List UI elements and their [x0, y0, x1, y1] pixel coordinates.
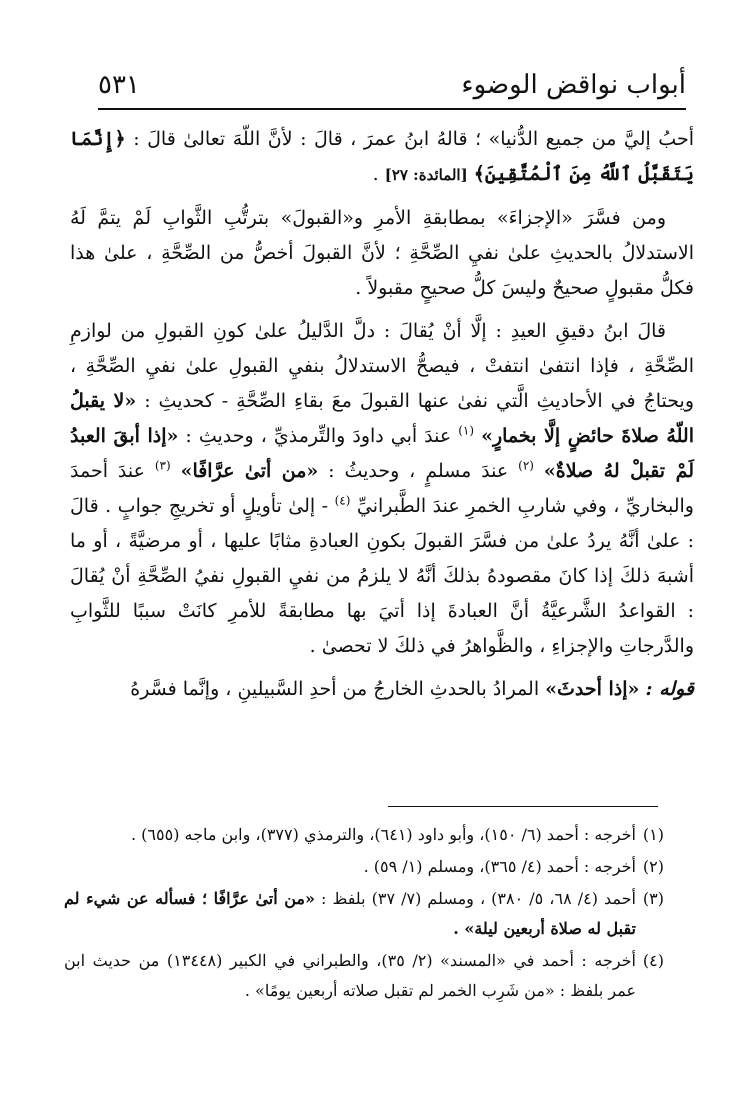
quran-verse: ﴿إِنَّمَا يَتَقَبَّلُ ٱللَّهُ مِنَ ٱلْمُتَّقِينَ﴾ [70, 128, 694, 185]
footnote-separator [388, 806, 658, 807]
text-run: المرادُ بالحدثِ الخارجُ من أحدِ السَّبيلينِ ، وإنَّما فسَّرهُ [130, 678, 540, 700]
main-text [70, 122, 694, 715]
paragraph: ومن فسَّرَ «الإجزاءَ» بمطابقةِ الأمرِ و«القبولَ» بترتُّبِ الثَّوابِ لَمْ يتمَّ لَهُ الاستدلالُ بالحديثِ علىٰ نفيِ الصِّحَّةِ ؛ لأنَّ القبولَ أخصُّ من الصِّحَّةِ ، علىٰ هذا فكلُّ مقبولٍ صحيحٌ وليسَ كلُّ صحيحٍ مقبولاً . [70, 207, 694, 299]
hadith-quote: «من أتىٰ عرَّافًا» [180, 460, 319, 482]
commentary-lead: قوله : [645, 678, 694, 700]
footnote-ref[interactable]: (١) [458, 423, 475, 438]
hadith-quote: «لا يقبلُ اللّهُ صلاةَ حائضٍ إلَّا بخمارٍ» [70, 390, 694, 447]
footnote-ref[interactable]: (٢) [518, 458, 534, 473]
footnote [64, 884, 664, 944]
footnote-text: أحمد (٤/ ٦٨، ٥/ ٣٨٠) ، ومسلم (٧/ ٣٧) بلفظ : [315, 889, 637, 908]
hadith-quote: «إذا أحدثَ» [545, 678, 640, 700]
text-run: أحبُ إليَّ من جميع الدُّنيا» ؛ قالهُ ابنُ عمرَ ، قالَ : لأنَّ اللّهَ تعالىٰ قالَ : [125, 128, 694, 150]
footnote-number: (٢) [642, 857, 664, 876]
footnote-quote: «من أتىٰ عرَّافًا ؛ فسأله عن شيء لم تقبل له صلاة أربعين ليلة» . [64, 889, 636, 938]
paragraph [70, 122, 694, 193]
text-run: . [372, 163, 379, 185]
footnote [64, 946, 664, 1006]
footnote-ref[interactable]: (٤) [334, 493, 351, 508]
footnote-text: أخرجه : أحمد (٤/ ٣٦٥)، ومسلم (١/ ٥٩) . [363, 857, 636, 876]
footnotes [64, 820, 664, 1008]
text-run: عندَ أحمدَ والبخاريِّ ، وفي شاربِ الخمرِ عندَ الطَّبرانيِّ [70, 460, 694, 517]
text-run: عندَ أبي داودَ والتِّرمذيِّ [273, 425, 452, 447]
paragraph [70, 314, 694, 664]
footnote-number: (٣) [642, 889, 665, 908]
footnote-number: (٤) [642, 951, 665, 970]
footnote-number: (١) [642, 825, 664, 844]
chapter-title: أبواب نواقض الوضوء [461, 70, 686, 100]
hadith-quote: «إذا أبقَ العبدُ لَمْ تقبلْ لهُ صلاةٌ» [70, 425, 694, 482]
footnote [64, 852, 664, 882]
footnote-ref[interactable]: (٣) [154, 458, 171, 473]
text-run: قالَ ابنُ دقيقِ العيدِ : إلَّا أنْ يُقالَ : دلَّ الدَّليلُ علىٰ كونِ القبولِ من لوازمِ الصِّحَّةِ ، فإذا انتفىٰ انتفتْ ، فيصحُّ الاستدلالُ بنفيِ القبولِ علىٰ نفيِ الصِّحَّةِ ، ويحتاجُ في الأحاديثِ الَّتي نفىٰ عنها القبولَ معَ بقاءِ الصِّحَّةِ - كحديثِ : [70, 320, 695, 412]
footnote-text: أخرجه : أحمد (٦/ ١٥٠)، وأبو داود (٦٤١)، والترمذي (٣٧٧)، وابن ماجه (٦٥٥) . [131, 825, 636, 844]
running-header [98, 62, 686, 110]
text-run: عندَ مسلمٍ ، وحديثُ : [318, 460, 509, 482]
paragraph [70, 672, 694, 707]
text-run: - إلىٰ تأويلٍ أو تخريجِ جوابٍ . قالَ : علىٰ أنَّهُ يردُ علىٰ من فسَّرَ القبولَ بكونِ العبادةِ مثابًا عليها ، أو مرضيَّةً ، أو ما أشبهَ ذلكَ إذا كانَ مقصودهُ بذلكَ أنَّهُ لا يلزمُ من نفيِ القبولِ نفيُ الصِّحَّةِ أنْ يُقالَ : القواعدُ الشَّرعيَّةُ أنَّ العبادةَ إذا أتيَ بها مطابقةً للأمرِ كانَتْ سببًا للثَّوابِ والدَّرجاتِ والإجزاءِ ، والظَّواهرُ في ذلكَ لا تحصىٰ . [70, 495, 694, 657]
footnote [64, 820, 664, 850]
page-number: ٥٣١ [98, 70, 140, 100]
footnote-text: أخرجه : أحمد في «المسند» (٢/ ٣٥)، والطبراني في الكبير (١٣٤٤٨) من حديث ابن عمر بلفظ : «من شَرِب الخمر لم تقبل صلاته أربعين يومًا» . [64, 951, 637, 1000]
verse-reference: [المائدة: ٢٧] [384, 166, 468, 184]
text-run: ، وحديثِ : [178, 425, 267, 447]
